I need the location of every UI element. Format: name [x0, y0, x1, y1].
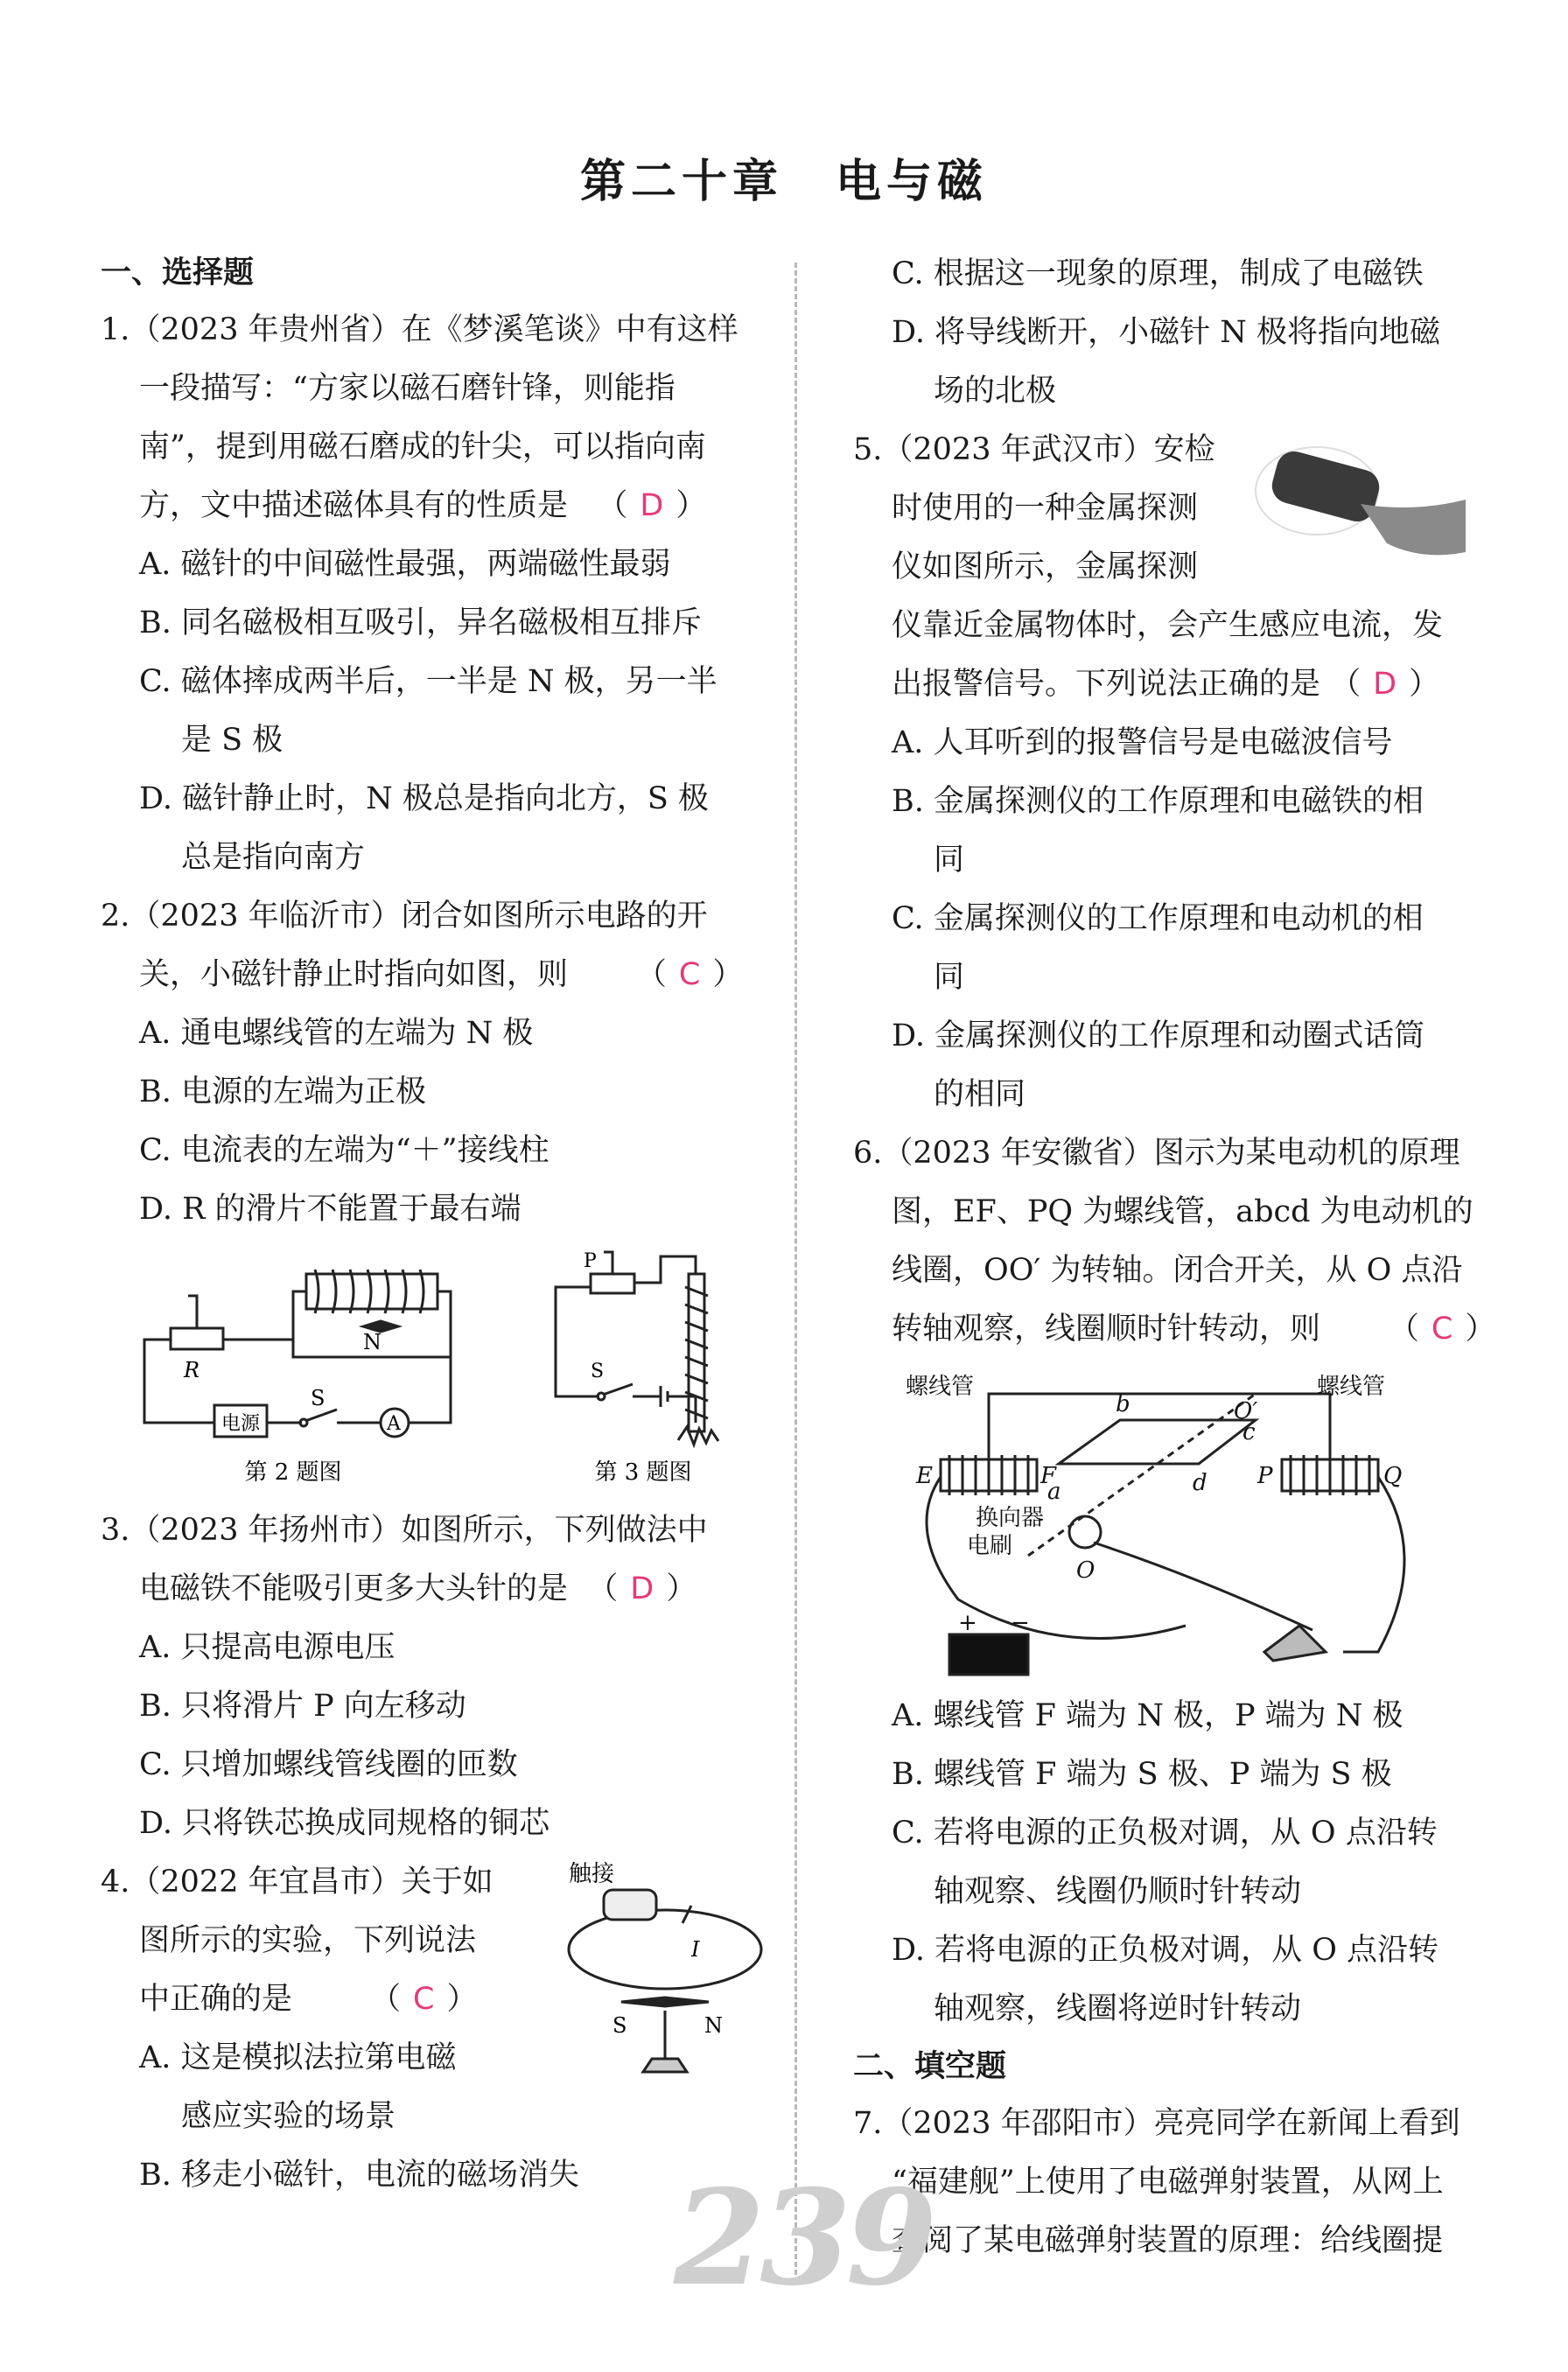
q3-option-b: B. 只将滑片 P 向左移动: [139, 1689, 466, 1724]
q2-option-c: C. 电流表的左端为“＋”接线柱: [139, 1133, 550, 1168]
wire: [438, 1291, 451, 1357]
wire: [407, 1357, 451, 1423]
rheostat: [591, 1274, 634, 1293]
q7-stem-line: 7.（2023 年邵阳市）亮亮同学在新闻上看到: [853, 2106, 1460, 2141]
q4-option-a: A. 这是模拟法拉第电磁: [139, 2040, 457, 2075]
q6-answer-paren: （ C ）: [1388, 1312, 1496, 1347]
section-choice-heading: 一、选择题: [101, 255, 255, 290]
q4-option-d-cont: 场的北极: [934, 374, 1057, 409]
question-4: [101, 1853, 774, 2205]
label-b: b: [1116, 1391, 1130, 1417]
q6-answer: C: [1431, 1312, 1453, 1347]
q1-answer-paren: （ D ）: [597, 488, 707, 523]
q5-option-d-cont: 的相同: [934, 1077, 1026, 1112]
label-q: Q: [1383, 1463, 1403, 1489]
slider-wire: [604, 1252, 612, 1274]
q4-option-a-cont: 感应实验的场景: [181, 2099, 396, 2134]
q6-option-c-cont: 轴观察、线圈仍顺时针转动: [934, 1874, 1302, 1909]
label-d: d: [1193, 1470, 1208, 1496]
metal-detector-image: [1247, 430, 1470, 596]
fig2-label-power: 电源: [221, 1413, 261, 1435]
q1-stem-line: 一段描写：“方家以磁石磨针锋，则能指: [139, 371, 676, 406]
q5-stem-line: 出报警信号。下列说法正确的是: [892, 667, 1321, 702]
label-coil-right: 螺线管: [1317, 1374, 1386, 1400]
top-wire: [989, 1394, 1330, 1455]
fig2-label-n: N: [363, 1330, 382, 1354]
q6-option-b: B. 螺线管 F 端为 S 极、P 端为 S 极: [892, 1757, 1392, 1792]
q3-answer-paren: （ D ）: [587, 1571, 697, 1606]
label-n: N: [704, 2013, 723, 2038]
q6-stem-line: 转轴观察，线圈顺时针转动，则: [892, 1312, 1321, 1347]
q6-stem-line: 6.（2023 年安徽省）图示为某电动机的原理: [853, 1136, 1460, 1171]
q1-stem-line: 南”，提到用磁石磨成的针尖，可以指向南: [139, 430, 706, 465]
q1-stem-line: 方，文中描述磁体具有的性质是: [139, 488, 569, 523]
label-plus: +: [958, 1610, 977, 1636]
q3-stem-line: 3.（2023 年扬州市）如图所示，下列做法中: [101, 1513, 708, 1548]
q5-option-c-cont: 同: [934, 960, 965, 995]
q6-option-c: C. 若将电源的正负极对调，从 O 点沿转: [892, 1816, 1438, 1851]
label-f: F: [1040, 1463, 1057, 1489]
wire: [144, 1353, 214, 1423]
q1-answer: D: [640, 488, 664, 523]
fig2-label-s: S: [311, 1386, 326, 1410]
wire: [144, 1340, 171, 1353]
question-3: [101, 1501, 774, 1853]
wire-end: [682, 1906, 691, 1923]
circuit-figures: [101, 1239, 774, 1501]
q3-option-c: C. 只增加螺线管线圈的匝数: [139, 1747, 518, 1782]
q6-stem-line: 线圈，OO′ 为转轴。闭合开关，从 O 点沿: [892, 1253, 1463, 1288]
q5-stem-line: 仪如图所示，金属探测: [892, 549, 1199, 584]
chapter-name: 电与磁: [836, 156, 989, 208]
q4-answer: C: [413, 1982, 435, 2017]
q5-option-b: B. 金属探测仪的工作原理和电磁铁的相: [892, 784, 1424, 819]
coil-ef: [949, 1455, 1028, 1495]
q6-stem-line: 图，EF、PQ 为螺线管，abcd 为电动机的: [892, 1194, 1474, 1229]
figure-3-electromagnet: [556, 1252, 718, 1445]
q4-option-c: C. 根据这一现象的原理，制成了电磁铁: [892, 256, 1424, 291]
fig2-label-a: A: [387, 1413, 401, 1435]
q3-option-a: A. 只提高电源电压: [139, 1630, 396, 1665]
pins: [678, 1427, 718, 1445]
switch: [1264, 1626, 1326, 1661]
chapter-title: [0, 144, 1568, 210]
wire: [634, 1256, 696, 1283]
page-number: 239: [674, 2161, 933, 2315]
label-o-prime: O′: [1234, 1398, 1258, 1424]
motor-diagram: [853, 1359, 1492, 1687]
question-2: [101, 887, 774, 1239]
q5-option-a: A. 人耳听到的报警信号是电磁波信号: [892, 725, 1393, 760]
q4-option-d: D. 将导线断开，小磁针 N 极将指向地磁: [892, 315, 1440, 350]
q5-stem-line: 5.（2023 年武汉市）安检: [853, 432, 1215, 467]
q4-option-b: B. 移走小磁针，电流的磁场消失: [139, 2158, 579, 2193]
question-7: [853, 2095, 1492, 2271]
slider-wire: [188, 1296, 197, 1328]
label-a: a: [1047, 1479, 1061, 1505]
q1-option-b: B. 同名磁极相互吸引，异名磁极相互排斥: [139, 605, 702, 640]
q4-stem-line: 4.（2022 年宜昌市）关于如: [101, 1865, 494, 1900]
question-5: [853, 421, 1492, 1124]
q7-stem-line: 查阅了某电磁弹射装置的原理：给线圈提: [892, 2223, 1444, 2258]
wire: [668, 1396, 696, 1423]
label-c: c: [1242, 1419, 1256, 1445]
label-coil-left: 螺线管: [906, 1374, 975, 1400]
label-commutator: 换向器: [976, 1505, 1045, 1531]
q6-option-a: A. 螺线管 F 端为 N 极，P 端为 N 极: [892, 1698, 1404, 1733]
label-current: I: [691, 1937, 700, 1962]
q2-stem-line: 2.（2023 年临沂市）闭合如图所示电路的开: [101, 899, 708, 934]
brush-wire: [1094, 1543, 1312, 1630]
label-minus: −: [1011, 1610, 1030, 1636]
compass-needle: [621, 1998, 709, 2006]
battery: [604, 1890, 656, 1920]
question-6: [853, 1124, 1496, 2039]
label-s: S: [612, 2013, 627, 2038]
q2-option-d: D. R 的滑片不能置于最右端: [139, 1192, 522, 1227]
chapter-number: 第二十章: [579, 156, 783, 208]
right-column: [853, 245, 1496, 2271]
q1-option-a: A. 磁针的中间磁性最强，两端磁性最弱: [139, 547, 671, 582]
q5-answer: D: [1373, 667, 1397, 702]
q4-stem-line: 中正确的是: [139, 1982, 293, 2017]
q2-answer-paren: （ C ）: [635, 957, 744, 992]
q2-option-a: A. 通电螺线管的左端为 N 极: [139, 1016, 534, 1051]
q2-stem-line: 关，小磁针静止时指向如图，则: [139, 957, 569, 992]
column-divider: [794, 262, 797, 2275]
q1-stem-line: 1.（2023 年贵州省）在《梦溪笔谈》中有这样: [101, 312, 738, 347]
right-loop-wire: [1343, 1477, 1404, 1652]
fig3-label-s: S: [591, 1361, 605, 1382]
section-fill-heading: 二、填空题: [853, 2049, 1007, 2084]
label-o: O: [1076, 1557, 1096, 1584]
battery: [949, 1634, 1028, 1675]
left-column: [101, 245, 774, 2205]
q5-option-d: D. 金属探测仪的工作原理和动圈式话筒: [892, 1018, 1425, 1053]
q4-stem-line: 图所示的实验，下列说法: [139, 1923, 477, 1958]
q4-answer-paren: （ C ）: [370, 1982, 478, 2017]
q6-option-d: D. 若将电源的正负极对调，从 O 点沿转: [892, 1933, 1439, 1968]
fig2-caption: 第 2 题图: [244, 1459, 342, 1486]
switch-lever: [603, 1384, 633, 1395]
label-touch: 触接: [569, 1861, 615, 1887]
fig3-caption: 第 3 题图: [594, 1459, 692, 1486]
q5-stem-line: 时使用的一种金属探测: [892, 491, 1199, 526]
rotation-axis: [1028, 1394, 1256, 1556]
label-brush: 电刷: [967, 1533, 1013, 1559]
q1-option-d-cont: 总是指向南方: [181, 840, 366, 875]
q1-option-c-cont: 是 S 极: [181, 723, 284, 758]
q1-option-d: D. 磁针静止时，N 极总是指向北方，S 极: [139, 781, 709, 816]
switch-lever: [305, 1410, 337, 1421]
detector-head: [1268, 447, 1382, 525]
coil-pq: [1291, 1455, 1369, 1495]
rotor-coil: [1059, 1420, 1256, 1464]
figure-2-circuit: [144, 1270, 451, 1437]
q7-stem-line: “福建舰”上使用了电磁弹射装置，从网上: [892, 2165, 1444, 2200]
question-1: [101, 301, 774, 887]
q3-option-d: D. 只将铁芯换成同规格的铜芯: [139, 1806, 550, 1841]
q2-option-b: B. 电源的左端为正极: [139, 1074, 426, 1109]
q3-stem-line: 电磁铁不能吸引更多大头针的是: [139, 1571, 569, 1606]
q2-answer: C: [678, 957, 701, 992]
wire: [293, 1291, 306, 1340]
wire-loop: [569, 1910, 761, 1989]
fig3-label-p: P: [584, 1250, 597, 1272]
q5-option-c: C. 金属探测仪的工作原理和电动机的相: [892, 901, 1424, 936]
q3-answer: D: [630, 1571, 654, 1606]
oersted-figure: [551, 1853, 774, 2089]
label-p: P: [1257, 1463, 1273, 1489]
compass-base: [643, 2059, 687, 2072]
label-e: E: [916, 1463, 933, 1489]
fig2-label-r: R: [184, 1358, 200, 1382]
q5-stem-line: 仪靠近金属物体时，会产生感应电流，发: [892, 608, 1444, 643]
hand: [1361, 500, 1466, 555]
rheostat: [171, 1328, 223, 1349]
figures-2-3: [101, 1239, 774, 1501]
q1-option-c: C. 磁体摔成两半后，一半是 N 极，另一半: [139, 664, 718, 699]
q6-option-d-cont: 轴观察，线圈将逆时针转动: [934, 1991, 1302, 2026]
solenoid-coils: [315, 1270, 424, 1313]
q5-answer-paren: （ D ）: [1330, 667, 1440, 702]
q5-option-b-cont: 同: [934, 843, 965, 878]
